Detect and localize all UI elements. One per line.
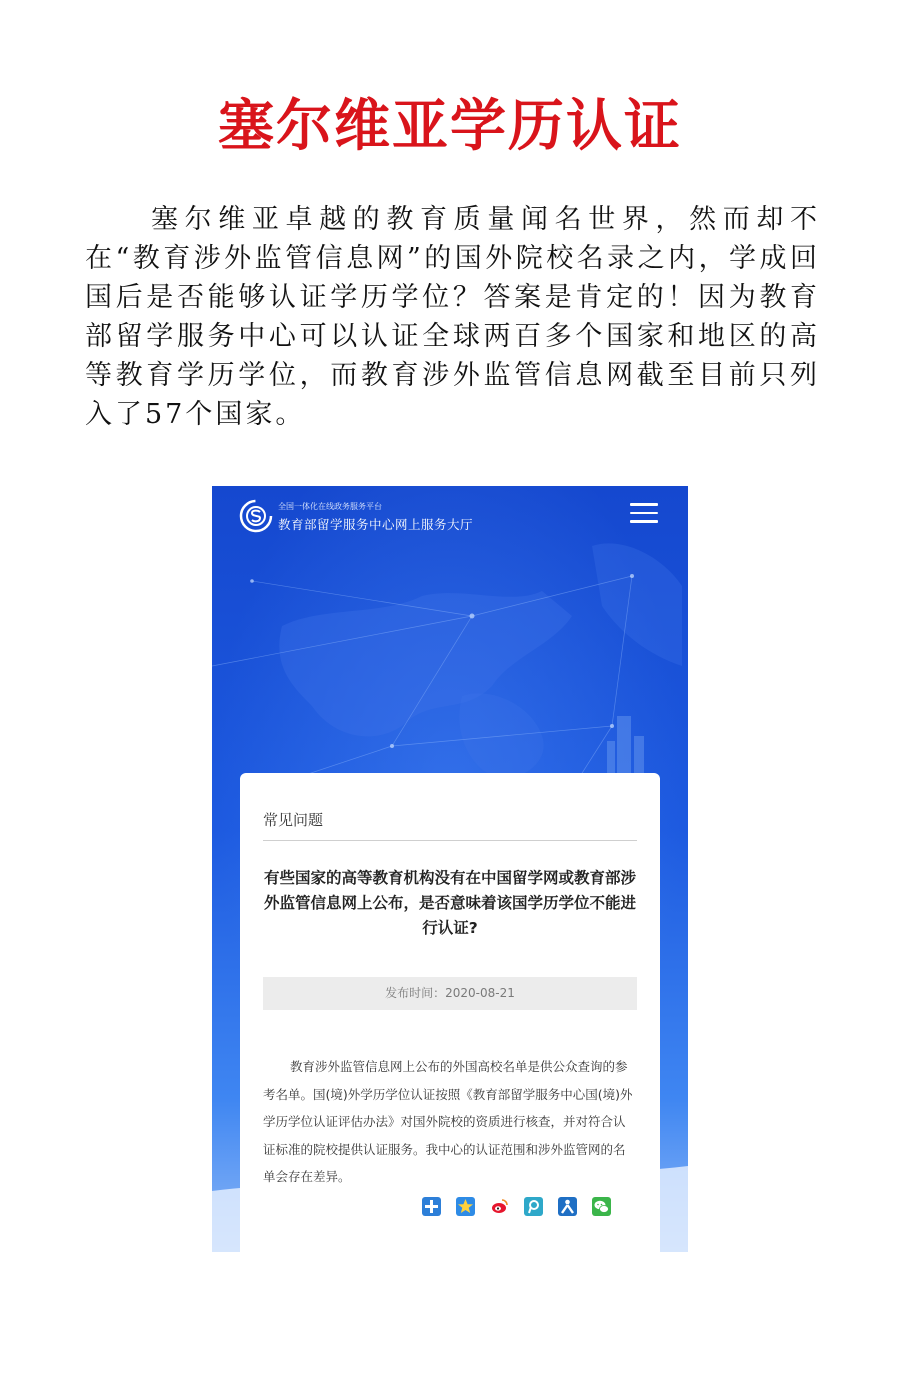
page-title: 塞尔维亚学历认证 (218, 94, 682, 159)
faq-card (240, 773, 660, 1252)
platform-label: 全国一体化在线政务服务平台 (278, 502, 382, 511)
publish-time: 发布时间：2020-08-21 (263, 977, 637, 1010)
website-screenshot (212, 486, 688, 1252)
qzone-star-icon[interactable] (456, 1197, 475, 1216)
service-name: 教育部留学服务中心网上服务大厅 (278, 517, 474, 532)
plus-share-icon[interactable] (422, 1197, 441, 1216)
intro-paragraph: 塞尔维亚卓越的教育质量闻名世界，然而却不在“教育涉外监管信息网”的国外院校名录之内，学成回国后是否能够认证学历学位？答案是肯定的！因为教育部留学服务中心可以认证全球两百多个国家和地区的高等教育学历学位，而教育涉外监管信息网截至目前只列入了57个国家。 (85, 204, 820, 430)
renren-icon[interactable] (558, 1197, 577, 1216)
service-logo-icon (238, 498, 274, 534)
hamburger-menu-icon[interactable] (630, 503, 658, 527)
wechat-icon[interactable] (592, 1197, 611, 1216)
share-bar (422, 1197, 611, 1216)
question-title: 有些国家的高等教育机构没有在中国留学网或教育部涉外监管信息网上公布，是否意味着该国学历学位不能进行认证? (263, 869, 636, 937)
answer-text: 教育涉外监管信息网上公布的外国高校名单是供公众查询的参考名单。国(境)外学历学位认证按照《教育部留学服务中心国(境)外学历学位认证评估办法》对国外院校的资质进行核查，并对符合认证标准的院校提供认证服务。我中心的认证范围和涉外监管网的名单会存在差异。 (263, 1059, 633, 1184)
divider (263, 840, 637, 841)
site-header (212, 486, 688, 556)
section-title: 常见问题 (263, 811, 324, 829)
weibo-icon[interactable] (490, 1197, 509, 1216)
tencent-weibo-icon[interactable] (524, 1197, 543, 1216)
